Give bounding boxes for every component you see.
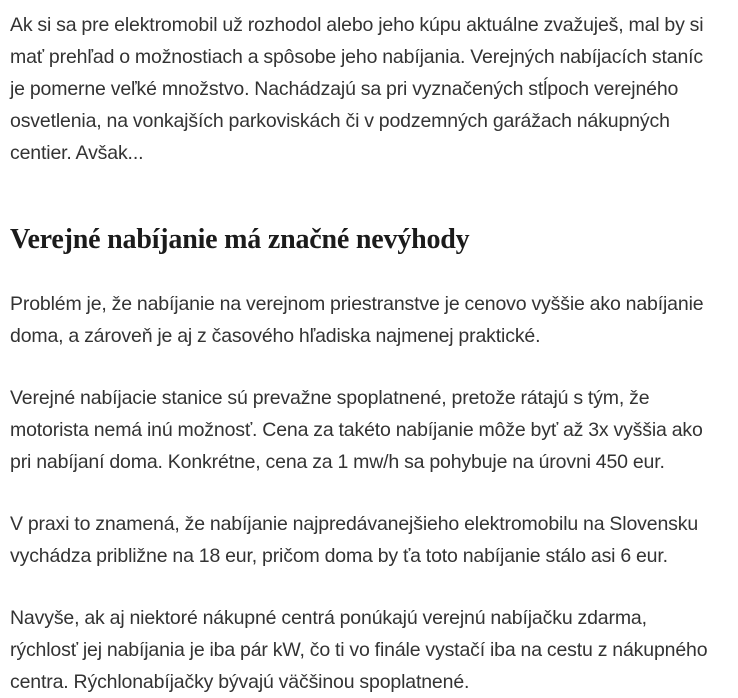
body-paragraph-3: V praxi to znamená, že nabíjanie najpredávanejšieho elektromobilu na Slovensku vychádza približne na 18 eur, pričom doma by ťa toto nabíjanie stálo asi 6 eur. [10,513,699,567]
body-paragraph-2: Verejné nabíjacie stanice sú prevažne spoplatnené, pretože rátajú s tým, že motorista nemá inú možnosť. Cena za takéto nabíjanie môže byť až 3x vyššia ako pri nabíjaní doma. Konkrétne, cena za 1 mw/h sa pohybuje na úrovni 450 eur. [10,387,703,473]
body-paragraph-1: Problém je, že nabíjanie na verejnom priestranstve je cenovo vyššie ako nabíjanie doma, a zároveň je aj z časového hľadiska najmenej praktické. [10,293,704,347]
section-heading: Verejné nabíjanie má značné nevýhody [10,224,470,255]
body-paragraph-4: Navyše, ak aj niektoré nákupné centrá ponúkajú verejnú nabíjačku zdarma, rýchlosť jej nabíjania je iba pár kW, čo ti vo finále vystačí iba na cestu z nákupného centra. Rýchlonabíjačky bývajú väčšinou spoplatnené. [10,607,708,693]
intro-paragraph: Ak si sa pre elektromobil už rozhodol alebo jeho kúpu aktuálne zvažuješ, mal by si mať prehľad o možnostiach a spôsobe jeho nabíjania. Verejných nabíjacích staníc je pomerne veľké množstvo. Nachádzajú sa pri vyznačených stĺpoch verejného osvetlenia, na vonkajších parkoviskách či v podzemných garážach nákupných centier. Avšak... [10,14,704,164]
